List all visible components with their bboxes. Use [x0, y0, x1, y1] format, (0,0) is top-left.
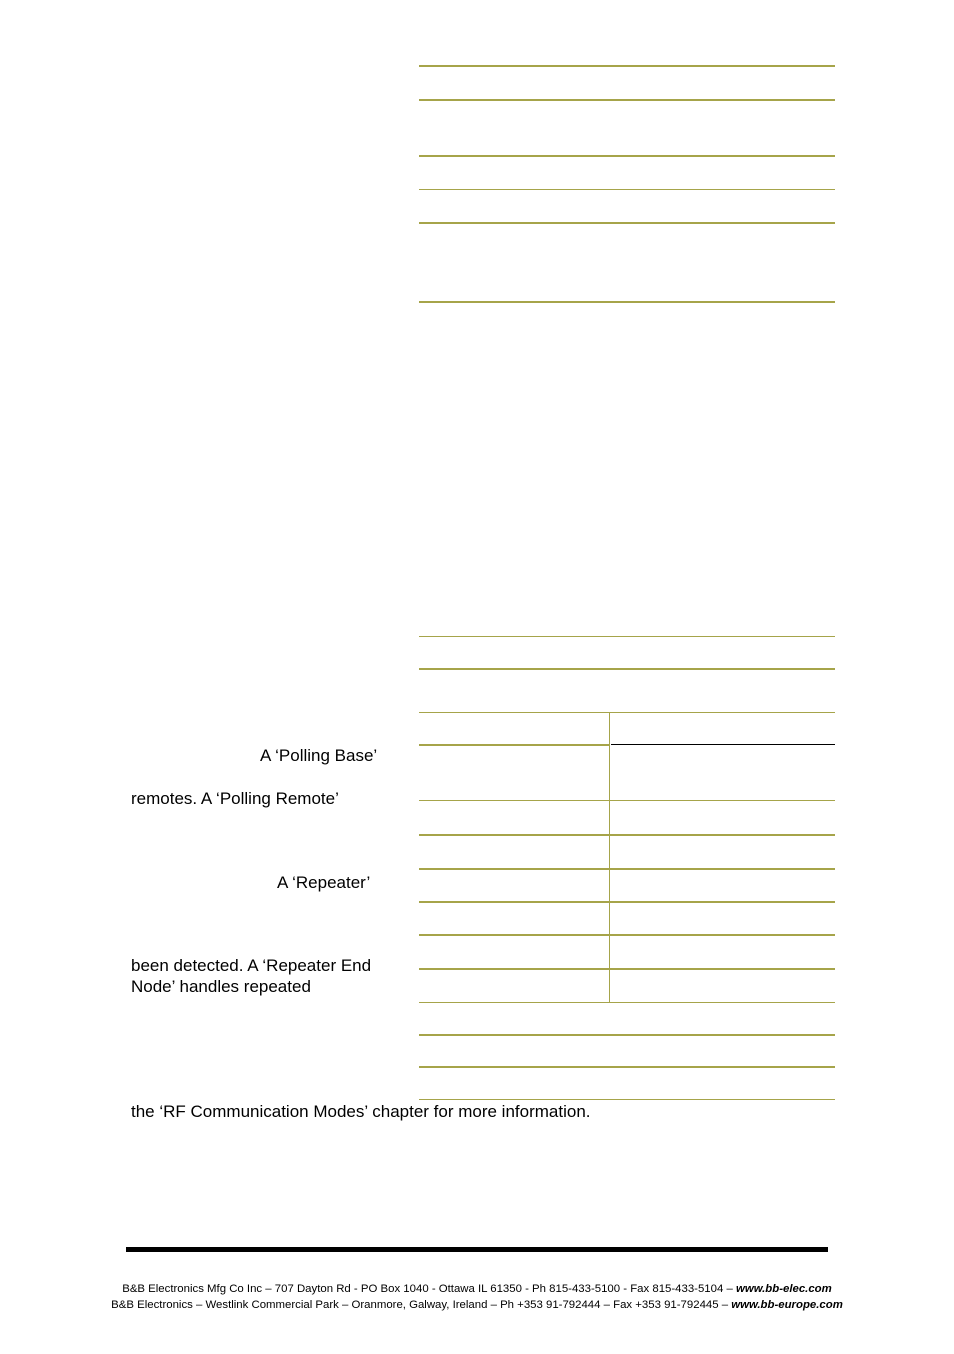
table-bottom-rule-13 [419, 1066, 835, 1068]
text-repeater-end-line1: been detected. A ‘Repeater End [131, 956, 372, 975]
table-bottom-rule-10 [419, 968, 835, 970]
table-top-rule-3 [419, 155, 835, 157]
table-bottom-rule-8 [419, 901, 835, 903]
table-bottom-rule-14 [419, 1099, 835, 1100]
table-bottom-rule-1 [419, 636, 835, 637]
table-bottom-rule-4 [419, 744, 609, 746]
text-rf-modes: the ‘RF Communication Modes’ chapter for more information. [131, 1102, 591, 1121]
table-column-divider [609, 713, 610, 1002]
table-bottom-rule-12 [419, 1034, 835, 1036]
table-header-divider [611, 744, 835, 745]
footer-rule [126, 1247, 828, 1252]
footer-line-1 [0, 1282, 954, 1296]
footer-address-eu: B&B Electronics – Westlink Commercial Park – Oranmore, Galway, Ireland – Ph +353 91-792444 – Fax +353 91-792445 – [111, 1299, 732, 1311]
table-top-rule-6 [419, 301, 835, 303]
table-top-rule-4 [419, 189, 835, 190]
table-top-rule-5 [419, 222, 835, 224]
table-bottom-rule-2 [419, 668, 835, 670]
table-bottom-rule-9 [419, 934, 835, 936]
table-bottom-rule-6 [419, 834, 835, 836]
table-bottom-rule-3 [419, 712, 835, 713]
text-repeater: A ‘Repeater’ [277, 873, 371, 892]
table-bottom-rule-5 [419, 800, 835, 801]
table-top-rule-1 [419, 65, 835, 67]
table-bottom-rule-7 [419, 868, 835, 870]
table-bottom-rule-11 [419, 1002, 835, 1003]
footer-address-us: B&B Electronics Mfg Co Inc – 707 Dayton Rd - PO Box 1040 - Ottawa IL 61350 - Ph 815-433-5100 - Fax 815-433-5104 – [122, 1283, 736, 1295]
text-polling-base: A ‘Polling Base’ [260, 746, 378, 765]
table-top-rule-2 [419, 99, 835, 101]
footer-link-bb-elec[interactable]: www.bb-elec.com [735, 1283, 832, 1295]
text-repeater-end-line2: Node’ handles repeated [131, 977, 311, 996]
footer-line-2 [0, 1298, 954, 1312]
text-polling-remote: remotes. A ‘Polling Remote’ [131, 789, 339, 808]
footer-link-bb-europe[interactable]: www.bb-europe.com [731, 1299, 843, 1311]
